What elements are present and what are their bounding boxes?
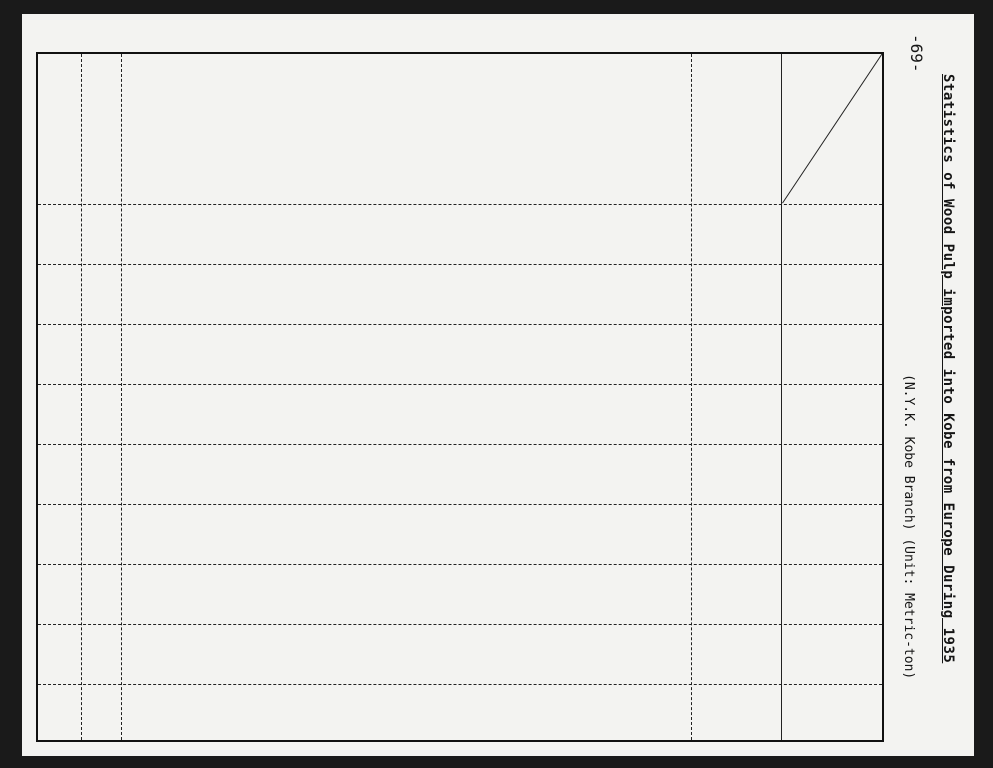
header-diagonal [38,54,882,740]
rotated-content [22,14,974,756]
header-rule [781,54,782,740]
column-divider [38,204,882,205]
column-divider [38,504,882,505]
column-divider [38,384,882,385]
statistics-table [36,52,884,742]
document-subtitle: (N.Y.K. Kobe Branch) (Unit: Metric-ton) [901,374,916,680]
column-divider [38,264,882,265]
column-divider [38,564,882,565]
scanned-page [22,14,974,756]
page-number: -69- [907,34,926,73]
column-divider [38,324,882,325]
document-title: Statistics of Wood Pulp imported into Kobe from Europe During 1935 [940,74,956,664]
row-rule [691,54,692,740]
column-divider [38,444,882,445]
column-divider [38,624,882,625]
row-rule [121,54,122,740]
column-divider [38,684,882,685]
row-rule [81,54,82,740]
